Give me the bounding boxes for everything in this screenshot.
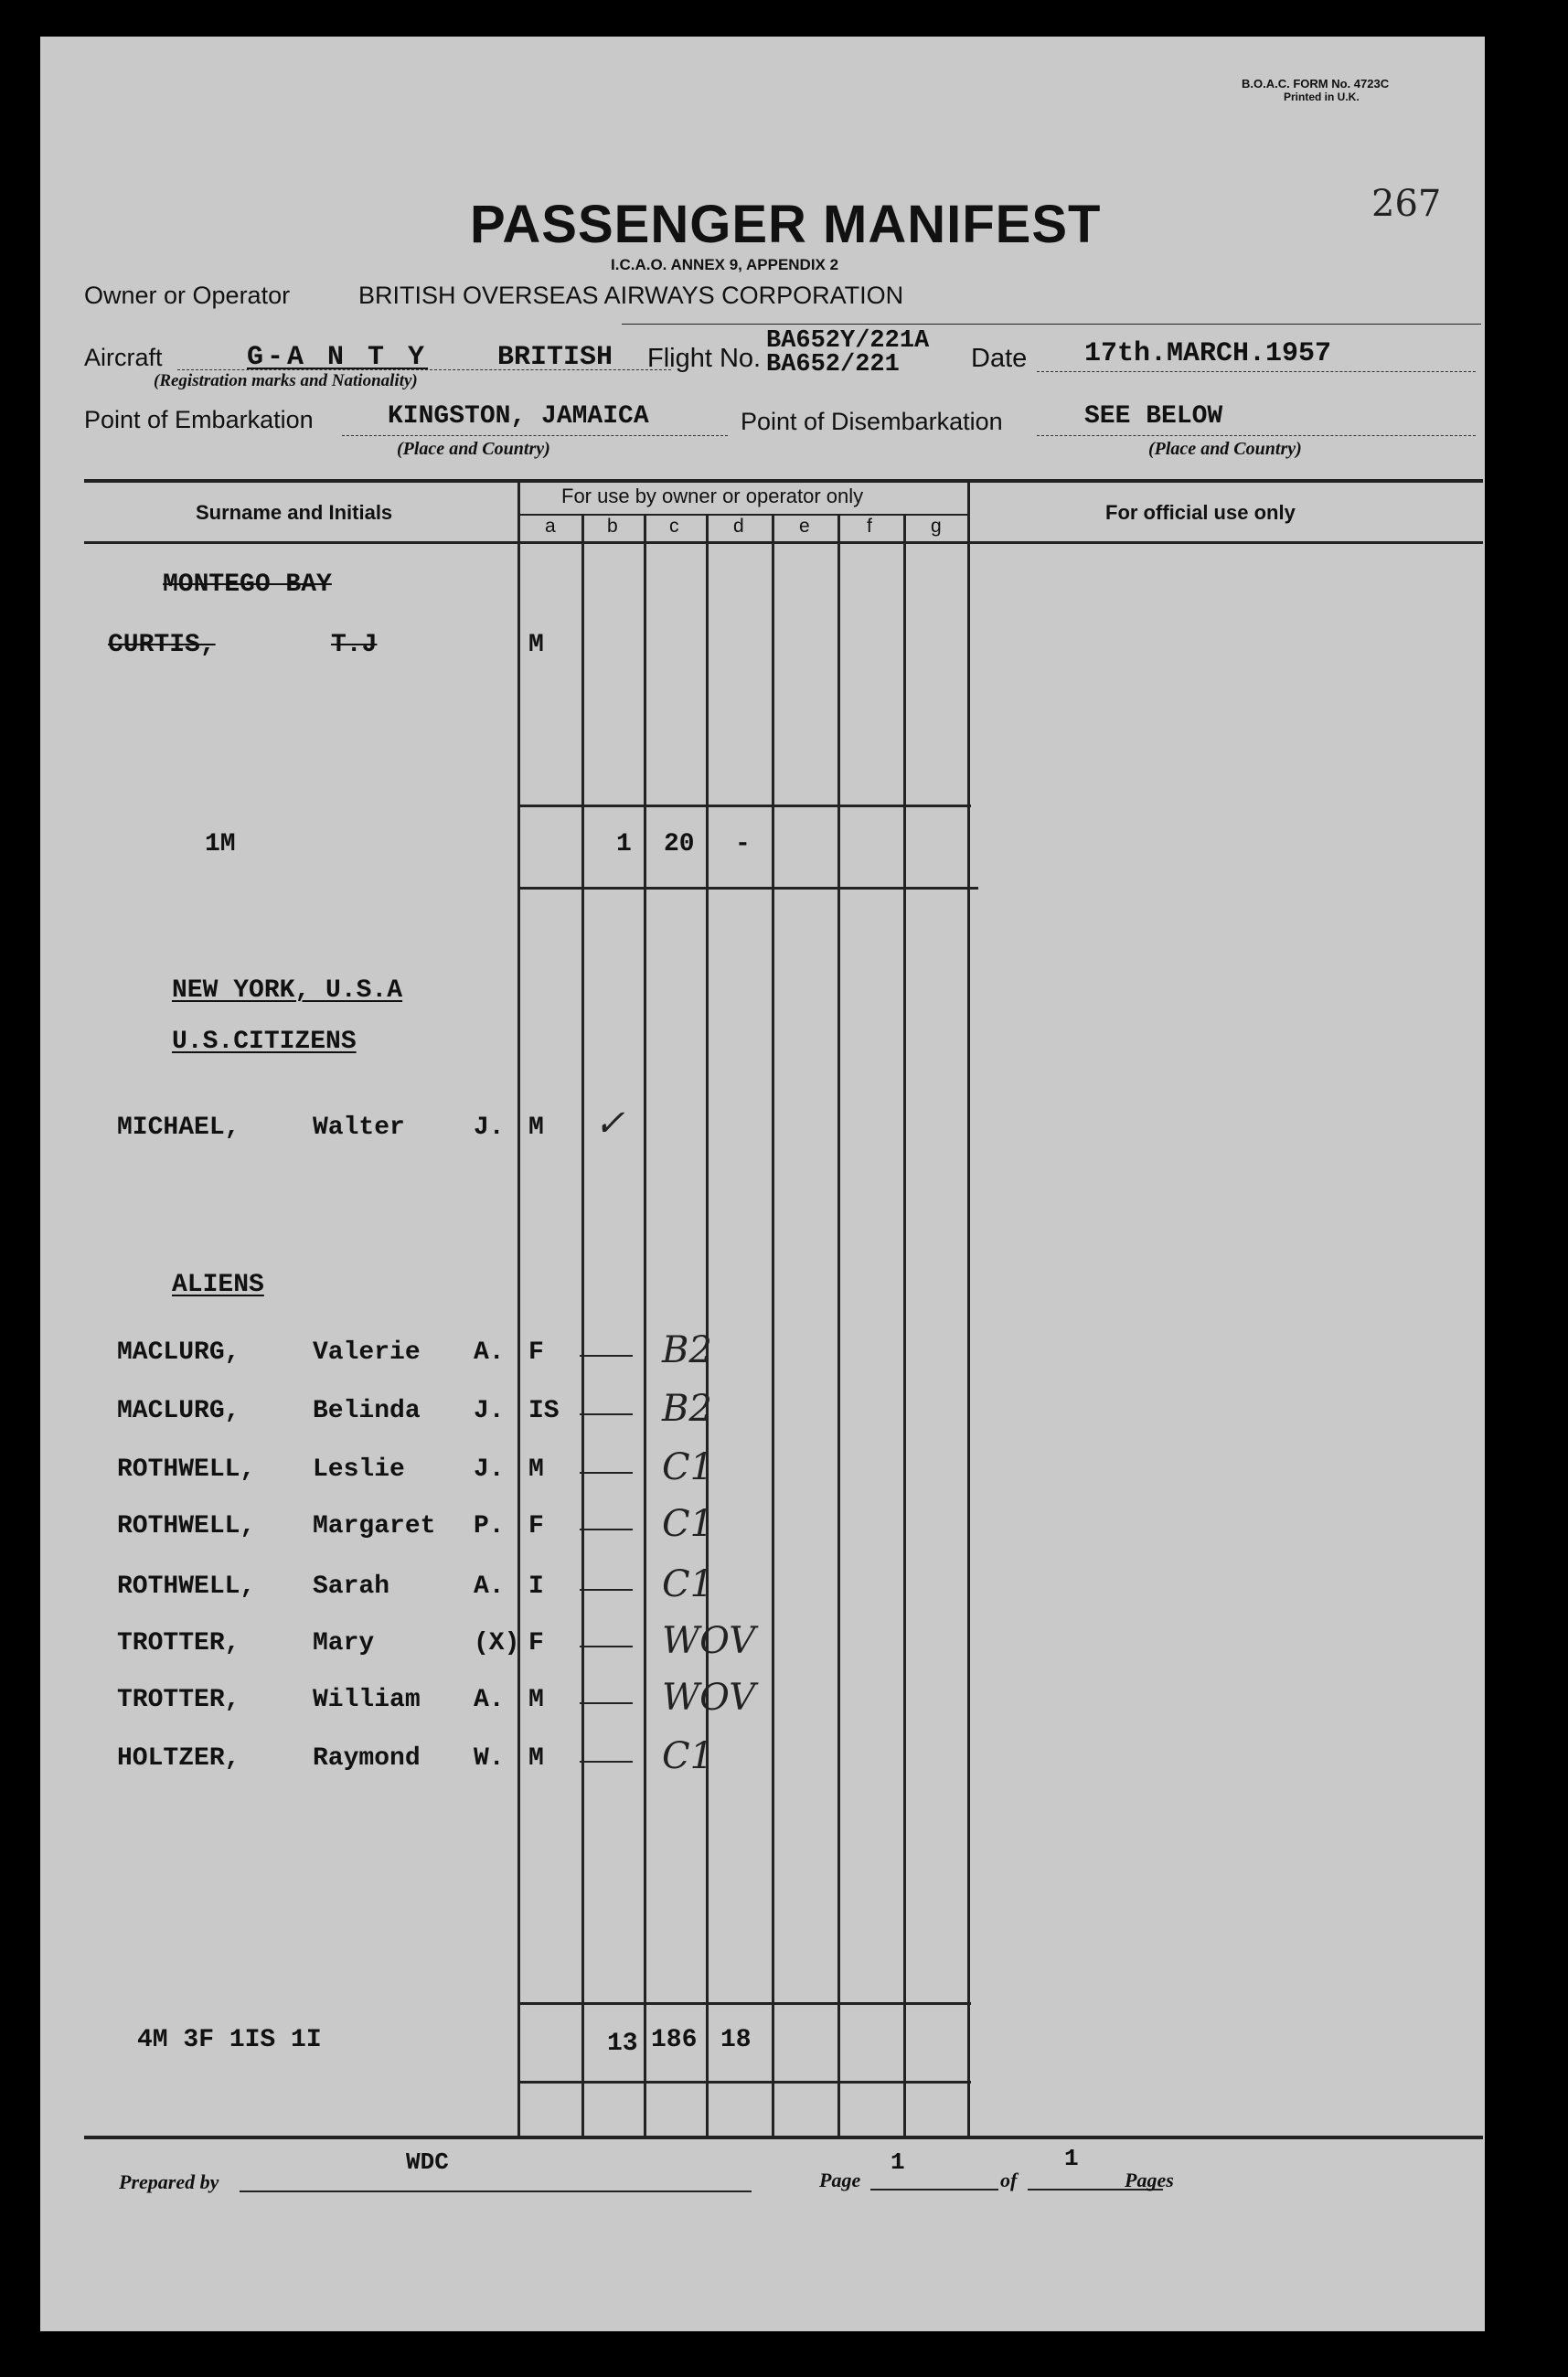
handwritten-dash bbox=[580, 1646, 633, 1647]
passenger-given-name: Walter bbox=[313, 1114, 405, 1142]
passenger-initial: A. bbox=[474, 1572, 505, 1601]
handwritten-dash bbox=[580, 1529, 633, 1530]
disembarkation-caption: (Place and Country) bbox=[1148, 439, 1302, 459]
passenger-col-a: F bbox=[528, 1512, 544, 1540]
passenger-surname: MICHAEL, bbox=[117, 1114, 240, 1142]
col-line-4 bbox=[706, 514, 709, 2136]
passenger-given-name: Sarah bbox=[313, 1572, 390, 1601]
official-column-header: For official use only bbox=[1105, 501, 1296, 524]
prepared-by-value: WDC bbox=[406, 2148, 449, 2176]
curtis-initials: T.J bbox=[331, 631, 378, 659]
disembarkation-label: Point of Disembarkation bbox=[741, 408, 1003, 435]
owner-label: Owner or Operator bbox=[84, 282, 291, 309]
totals-top-rule bbox=[517, 2002, 971, 2005]
flight-label: Flight No. bbox=[647, 344, 762, 373]
passenger-given-name: Raymond bbox=[313, 1744, 421, 1773]
col-letter-a: a bbox=[545, 516, 556, 537]
handwritten-dash bbox=[580, 1589, 633, 1591]
form-number: B.O.A.C. FORM No. 4723C bbox=[1242, 77, 1390, 91]
footer-top-rule bbox=[84, 2136, 1483, 2139]
passenger-surname: ROTHWELL, bbox=[117, 1455, 256, 1484]
aircraft-label: Aircraft bbox=[84, 344, 163, 371]
owner-value: BRITISH OVERSEAS AIRWAYS CORPORATION bbox=[358, 282, 904, 309]
passenger-surname: MACLURG, bbox=[117, 1397, 240, 1425]
visa-code-handwritten: WOV bbox=[662, 1677, 756, 1719]
col-letter-d: d bbox=[733, 516, 744, 537]
passenger-initial: J. bbox=[474, 1114, 505, 1142]
pages-value: 1 bbox=[1064, 2145, 1079, 2172]
curtis-surname: CURTIS, bbox=[108, 631, 216, 659]
page-label: Page bbox=[819, 2169, 861, 2191]
subtotal-c: 20 bbox=[664, 830, 695, 858]
passenger-surname: TROTTER, bbox=[117, 1686, 240, 1714]
passenger-surname: TROTTER, bbox=[117, 1629, 240, 1658]
flight-correction: BA652Y/221A bbox=[766, 327, 930, 355]
col-line-1 bbox=[517, 481, 520, 2136]
page-title: PASSENGER MANIFEST bbox=[470, 195, 1102, 254]
col-letter-e: e bbox=[799, 516, 810, 537]
passenger-col-a: I bbox=[528, 1572, 544, 1601]
passenger-given-name: William bbox=[313, 1686, 421, 1714]
page-number-handwritten: 267 bbox=[1371, 183, 1442, 225]
totals-label: 4M 3F 1IS 1I bbox=[137, 2026, 322, 2054]
passenger-given-name: Leslie bbox=[313, 1455, 405, 1484]
table-top-rule bbox=[84, 479, 1483, 483]
disembarkation-value: SEE BELOW bbox=[1084, 402, 1223, 431]
date-value: 17th.MARCH.1957 bbox=[1084, 338, 1332, 369]
passenger-col-a: F bbox=[528, 1629, 544, 1658]
totals-d: 18 bbox=[720, 2026, 752, 2054]
passenger-initial: A. bbox=[474, 1338, 505, 1367]
prepared-by-label: Prepared by bbox=[119, 2170, 219, 2193]
totals-c: 186 bbox=[651, 2026, 698, 2054]
subtotal-bottom-rule bbox=[517, 887, 978, 890]
passenger-initial: A. bbox=[474, 1686, 505, 1714]
operator-column-header: For use by owner or operator only bbox=[561, 485, 864, 507]
header-bottom-rule bbox=[84, 541, 1483, 544]
visa-code-handwritten: B2 bbox=[662, 1388, 712, 1430]
subtotal-top-rule bbox=[517, 805, 971, 807]
handwritten-dash bbox=[580, 1413, 633, 1415]
passenger-col-a: M bbox=[528, 1744, 544, 1773]
passenger-given-name: Belinda bbox=[313, 1397, 421, 1425]
visa-code-handwritten: WOV bbox=[662, 1620, 756, 1662]
passenger-initial: P. bbox=[474, 1512, 505, 1540]
montego-bay-heading: MONTEGO BAY bbox=[163, 570, 332, 599]
aliens-heading: ALIENS bbox=[172, 1271, 264, 1299]
registration-caption: (Registration marks and Nationality) bbox=[154, 371, 418, 390]
visa-code-handwritten: C1 bbox=[662, 1503, 714, 1545]
col-letter-g: g bbox=[931, 516, 942, 537]
pages-label: Pages bbox=[1125, 2169, 1174, 2191]
of-label: of bbox=[1000, 2169, 1018, 2191]
visa-code-handwritten: C1 bbox=[662, 1563, 714, 1605]
visa-code-handwritten: C1 bbox=[662, 1735, 714, 1777]
visa-code-handwritten: B2 bbox=[662, 1329, 712, 1371]
col-line-5 bbox=[772, 514, 774, 2136]
disembarkation-line bbox=[1037, 435, 1476, 436]
passenger-surname: MACLURG, bbox=[117, 1338, 240, 1367]
embarkation-label: Point of Embarkation bbox=[84, 406, 314, 433]
col-letter-c: c bbox=[669, 516, 679, 537]
col-letter-b: b bbox=[607, 516, 618, 537]
page-value: 1 bbox=[891, 2148, 905, 2176]
check-mark: ✓ bbox=[594, 1103, 625, 1145]
prepared-by-line bbox=[240, 2190, 752, 2192]
handwritten-dash bbox=[580, 1761, 633, 1763]
page-subtitle: I.C.A.O. ANNEX 9, APPENDIX 2 bbox=[611, 256, 839, 273]
embarkation-line bbox=[342, 435, 728, 436]
passenger-col-a: M bbox=[528, 1686, 544, 1714]
passenger-surname: ROTHWELL, bbox=[117, 1572, 256, 1601]
totals-bottom-rule bbox=[517, 2081, 971, 2084]
passenger-initial: J. bbox=[474, 1455, 505, 1484]
passenger-col-a: M bbox=[528, 1455, 544, 1484]
handwritten-dash bbox=[580, 1472, 633, 1474]
passenger-given-name: Valerie bbox=[313, 1338, 421, 1367]
passenger-initial: W. bbox=[474, 1744, 505, 1773]
date-line bbox=[1037, 371, 1476, 372]
curtis-col-a: M bbox=[528, 631, 544, 659]
manifest-sheet bbox=[40, 37, 1485, 2331]
embarkation-value: KINGSTON, JAMAICA bbox=[388, 402, 649, 431]
subtotal-d: - bbox=[735, 830, 751, 858]
passenger-surname: ROTHWELL, bbox=[117, 1512, 256, 1540]
date-label: Date bbox=[971, 344, 1028, 373]
us-citizens-heading: U.S.CITIZENS bbox=[172, 1028, 357, 1056]
handwritten-dash bbox=[580, 1702, 633, 1704]
passenger-col-a: IS bbox=[528, 1397, 560, 1425]
col-line-2 bbox=[581, 514, 584, 2136]
passenger-initial: J. bbox=[474, 1397, 505, 1425]
passenger-given-name: Margaret bbox=[313, 1512, 436, 1540]
passenger-initial: (X) bbox=[474, 1629, 520, 1658]
embarkation-caption: (Place and Country) bbox=[397, 439, 550, 459]
flight-value: BA652/221 bbox=[766, 351, 900, 378]
owner-rule bbox=[622, 324, 1481, 325]
col-line-3 bbox=[644, 514, 646, 2136]
new-york-heading: NEW YORK, U.S.A bbox=[172, 976, 403, 1005]
col-line-6 bbox=[837, 514, 840, 2136]
totals-b: 13 bbox=[607, 2030, 638, 2058]
col-letter-f: f bbox=[867, 516, 872, 537]
col-line-8 bbox=[967, 481, 970, 2136]
subtotal-b: 1 bbox=[616, 830, 632, 858]
aircraft-value: G-A N T Y bbox=[247, 342, 429, 373]
visa-code-handwritten: C1 bbox=[662, 1446, 714, 1488]
passenger-given-name: Mary bbox=[313, 1629, 375, 1658]
handwritten-dash bbox=[580, 1355, 633, 1357]
passenger-col-a: M bbox=[528, 1114, 544, 1142]
printed-note: Printed in U.K. bbox=[1284, 91, 1360, 103]
page-line bbox=[870, 2189, 998, 2190]
passenger-col-a: F bbox=[528, 1338, 544, 1367]
subtotal-label: 1M bbox=[205, 830, 236, 858]
surname-column-header: Surname and Initials bbox=[196, 501, 393, 524]
col-line-7 bbox=[903, 514, 906, 2136]
passenger-surname: HOLTZER, bbox=[117, 1744, 240, 1773]
nationality-value: BRITISH bbox=[497, 342, 613, 373]
